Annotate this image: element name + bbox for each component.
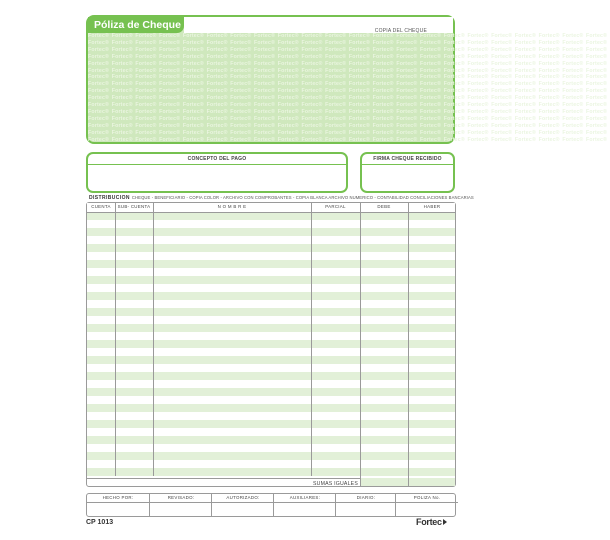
table-row[interactable]	[87, 276, 455, 284]
table-row[interactable]	[87, 388, 455, 396]
auxiliares-label: AUXILIARES:	[289, 495, 321, 500]
table-row[interactable]	[87, 428, 455, 436]
column-divider	[360, 203, 361, 486]
cheque-header-strip	[184, 17, 453, 33]
concepto-box[interactable]	[86, 152, 348, 193]
firma-rule	[362, 164, 453, 165]
table-row[interactable]	[87, 220, 455, 228]
hecho-por-cell[interactable]	[87, 494, 149, 516]
table-row[interactable]	[87, 468, 455, 476]
table-row[interactable]	[87, 436, 455, 444]
table-row[interactable]	[87, 356, 455, 364]
brand-logo	[416, 517, 447, 527]
distribution-text: CHEQUE - BENEFICIARIO - COPIA COLOR - ARCHIVO CON COMPROBANTES - COPIA BLANCA ARCHIVO NUMERICO - CONTABILIDAD CONCILIACIONES BANCARIAS	[131, 195, 474, 200]
table-row[interactable]	[87, 260, 455, 268]
column-divider	[311, 203, 312, 476]
column-divider	[408, 203, 409, 486]
table-row[interactable]	[87, 316, 455, 324]
diario-cell[interactable]	[335, 494, 396, 516]
table-row[interactable]	[87, 212, 455, 220]
firma-label: FIRMA CHEQUE RECIBIDO	[373, 156, 442, 162]
table-row[interactable]	[87, 412, 455, 420]
cheque-copy-label: COPIA DEL CHEQUE	[374, 28, 427, 34]
brand-name: Fortec	[416, 517, 442, 527]
table-row[interactable]	[87, 292, 455, 300]
table-row[interactable]	[87, 228, 455, 236]
firma-box[interactable]	[360, 152, 455, 193]
column-divider	[115, 203, 116, 476]
table-row[interactable]	[87, 452, 455, 460]
concepto-label: CONCEPTO DEL PAGO	[187, 156, 247, 162]
brand-arrow-icon	[443, 519, 447, 525]
autorizado-label: AUTORIZADO:	[226, 495, 260, 500]
concepto-rule	[88, 164, 346, 165]
accounting-table	[86, 202, 456, 487]
column-divider	[153, 203, 154, 476]
table-row[interactable]	[87, 364, 455, 372]
table-row[interactable]	[87, 396, 455, 404]
autorizado-cell[interactable]	[211, 494, 274, 516]
table-row[interactable]	[87, 268, 455, 276]
column-header-subcuenta: SUB- CUENTA	[117, 204, 151, 209]
revisado-label: REVISADO:	[167, 495, 195, 500]
table-row[interactable]	[87, 308, 455, 316]
table-row[interactable]	[87, 404, 455, 412]
table-row[interactable]	[87, 300, 455, 308]
poliza-no-cell[interactable]	[395, 494, 458, 516]
column-header-haber: HABER	[423, 204, 441, 209]
revisado-cell[interactable]	[149, 494, 212, 516]
poliza-no-label: POLIZA No.	[413, 495, 441, 500]
distribution-label: DISTRIBUCION	[89, 195, 130, 201]
table-row[interactable]	[87, 444, 455, 452]
signature-table	[86, 493, 456, 517]
column-header-nombre: N O M B R E	[217, 204, 247, 209]
table-row[interactable]	[87, 324, 455, 332]
column-header-parcial: PARCIAL	[325, 204, 346, 209]
table-row[interactable]	[87, 252, 455, 260]
table-rows	[87, 212, 455, 478]
title-tab	[88, 17, 184, 33]
column-header-cuenta: CUENTA	[91, 204, 111, 209]
sumas-iguales-label: SUMAS IGUALES	[313, 481, 358, 487]
hecho-por-label: HECHO POR:	[102, 495, 134, 500]
auxiliares-cell[interactable]	[273, 494, 336, 516]
table-row[interactable]	[87, 236, 455, 244]
table-row[interactable]	[87, 460, 455, 468]
table-row[interactable]	[87, 284, 455, 292]
distribution-line	[89, 195, 474, 201]
cheque-copy-area	[86, 15, 608, 144]
security-pattern: Fortec® Fortec® Fortec® Fortec® Fortec® Fortec® Fortec® Fortec® Fortec® Fortec® Fortec® Fortec® Fortec® Fortec® Fortec® Fortec® Fortec® Fortec® Fortec® Fortec® Fortec® Fortec® Fortec® Fortec® Fortec® Fortec® Fortec® Fortec® Fortec® Fortec® Fortec® Fortec® Fortec® Fortec® Fortec® Fortec® Fortec® Fortec® Fortec® Fortec® Fortec® Fortec® Fortec® Fortec® Fortec® Fortec® Fortec® Fortec® Fortec® Fortec® Fortec® Fortec® Fortec® Fortec® Fortec® Fortec® Fortec® Fortec® Fortec® Fortec® Fortec® Fortec® Fortec® Fortec® Fortec® Fortec® Fortec® Fortec® Fortec® Fortec® Fortec® Fortec® Fortec® Fortec® Fortec® Fortec® Fortec® Fortec® Fortec® Fortec® Fortec® Fortec® Fortec® Fortec® Fortec® Fortec® Fortec® Fortec® Fortec® Fortec® Fortec® Fortec® Fortec® Fortec® Fortec® Fortec® Fortec® Fortec® Fortec® Fortec® Fortec® Fortec® Fortec® Fortec® Fortec® Fortec® Fortec® Fortec® Fortec® Fortec® Fortec® Fortec® Fortec® Fortec® Fortec® Fortec® Fortec® Fortec® Fortec® Fortec® Fortec® Fortec® Fortec® Fortec® Fortec® Fortec® Fortec® Fortec® Fortec® Fortec® Fortec® Fortec® Fortec® Fortec® Fortec® Fortec® Fortec® Fortec® Fortec® Fortec® Fortec® Fortec® Fortec® Fortec® Fortec® Fortec® Fortec® Fortec® Fortec® Fortec® Fortec® Fortec® Fortec® Fortec® Fortec® Fortec® Fortec® Fortec® Fortec® Fortec® Fortec® Fortec® Fortec® Fortec® Fortec® Fortec® Fortec® Fortec® Fortec® Fortec® Fortec® Fortec® Fortec® Fortec® Fortec® Fortec® Fortec® Fortec® Fortec® Fortec® Fortec® Fortec® Fortec® Fortec® Fortec® Fortec® Fortec® Fortec® Fortec® Fortec® Fortec® Fortec® Fortec® Fortec® Fortec® Fortec® Fortec® Fortec® Fortec® Fortec® Fortec® Fortec® Fortec® Fortec® Fortec® Fortec® Fortec® Fortec® Fortec® Fortec® Fortec® Fortec® Fortec® Fortec® Fortec® Fortec® Fortec® Fortec® Fortec® Fortec® Fortec® Fortec® Fortec® Fortec® Fortec® Fortec® Fortec® Fortec® Fortec® Fortec® Fortec® Fortec® Fortec® Fortec® Fortec® Fortec® Fortec® Fortec® Fortec® Fortec® Fortec® Fortec® Fortec® Fortec® Fortec® Fortec® Fortec® Fortec® Fortec® Fortec® Fortec® Fortec® Fortec® Fortec® Fortec® Fortec® Fortec® Fortec® Fortec® Fortec® Fortec® Fortec® Fortec® Fortec® Fortec® Fortec® Fortec® Fortec® Fortec® Fortec® Fortec® Fortec® Fortec® Fortec® Fortec® Fortec® Fortec® Fortec® Fortec® Fortec® Fortec® Fortec® Fortec® Fortec® Fortec® Fortec® Fortec® Fortec® Fortec® Fortec® Fortec® Fortec® Fortec® Fortec® Fortec® Fortec® Fortec® Fortec® Fortec® Fortec® Fortec® Fortec® Fortec® Fortec® Fortec® Fortec® Fortec® Fortec® Fortec® Fortec® Fortec® Fortec® Fortec® Fortec® Fortec® Fortec® Fortec® Fortec® Fortec® Fortec® Fortec® Fortec® Fortec® Fortec® Fortec® Fortec® Fortec® Fortec® Fortec® Fortec® Fortec® Fortec® Fortec® Fortec® Fortec® Fortec® Fortec® Fortec® Fortec® Fortec® Fortec® Fortec® Fortec® Fortec® Fortec® Fortec® Fortec® Fortec® Fortec® Fortec® Fortec® Fortec®	[88, 33, 608, 143]
table-row[interactable]	[87, 380, 455, 388]
form-code: CP 1013	[86, 519, 114, 526]
column-header-debe: DEBE	[377, 204, 391, 209]
table-row[interactable]	[87, 420, 455, 428]
page-title: Póliza de Cheque	[94, 19, 181, 31]
table-row[interactable]	[87, 340, 455, 348]
table-row[interactable]	[87, 372, 455, 380]
table-row[interactable]	[87, 332, 455, 340]
table-row[interactable]	[87, 244, 455, 252]
table-row[interactable]	[87, 348, 455, 356]
table-header	[87, 203, 455, 213]
diario-label: DIARIO:	[356, 495, 376, 500]
